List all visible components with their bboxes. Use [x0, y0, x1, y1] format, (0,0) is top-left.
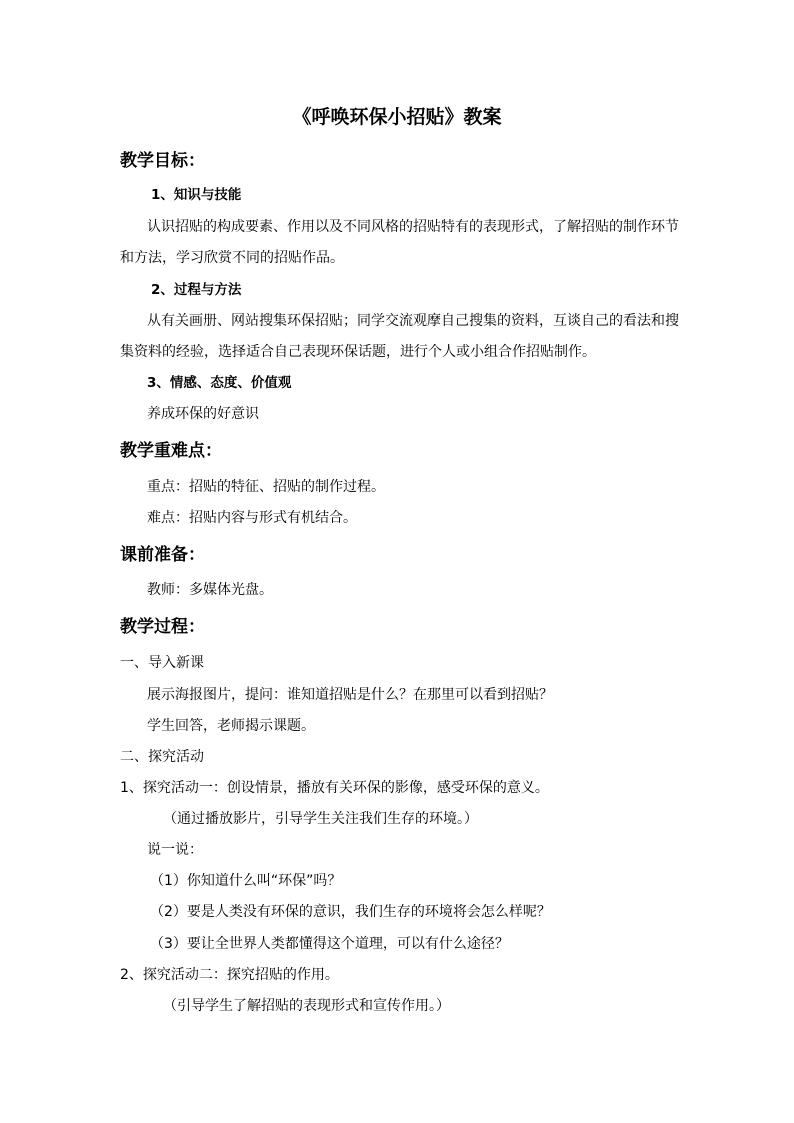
document-title: 《呼唤环保小招贴》教案 — [292, 106, 502, 128]
activity1-question-3: （3）要让全世界人类都懂得这个道理，可以有什么途径？ — [150, 936, 509, 952]
goals-sub1-para-line1: 认识招贴的构成要素、作用以及不同风格的招贴特有的表现形式，了解招贴的制作环节 — [147, 219, 679, 235]
goals-sub3-heading: 3、情感、态度、价值观 — [147, 375, 292, 391]
process-part1-heading: 一、导入新课 — [120, 655, 204, 671]
goals-sub1-para-line2: 和方法，学习欣赏不同的招贴作品。 — [120, 250, 344, 266]
activity1-question-1: （1）你知道什么叫“环保”吗？ — [150, 873, 342, 889]
goals-sub2-para-line2: 集资料的经验，选择适合自己表现环保话题，进行个人或小组合作招贴制作。 — [120, 344, 596, 360]
activity2-note: （引导学生了解招贴的表现形式和宣传作用。） — [163, 998, 450, 1014]
goals-heading: 教学目标： — [120, 151, 205, 171]
activity2-heading: 2、探究活动二：探究招贴的作用。 — [120, 967, 339, 983]
activity1-note: （通过播放影片，引导学生关注我们生存的环境。） — [163, 811, 478, 827]
goals-sub2-heading: 2、过程与方法 — [151, 282, 242, 298]
process-part1-line1: 展示海报图片，提问：谁知道招贴是什么？在那里可以看到招贴？ — [147, 687, 553, 703]
goals-sub1-heading: 1、知识与技能 — [151, 187, 242, 203]
keypoints-heading: 教学重难点： — [120, 441, 222, 461]
process-part1-line2: 学生回答，老师揭示课题。 — [147, 718, 315, 734]
preparation-heading: 课前准备： — [120, 545, 205, 565]
process-heading: 教学过程： — [120, 617, 205, 637]
goals-sub3-para-line1: 养成环保的好意识 — [147, 406, 259, 422]
activity1-say: 说一说： — [147, 842, 203, 858]
preparation-teacher: 教师：多媒体光盘。 — [147, 582, 273, 598]
activity1-heading: 1、探究活动一：创设情景，播放有关环保的影像，感受环保的意义。 — [120, 780, 549, 796]
goals-sub2-para-line1: 从有关画册、网站搜集环保招贴；同学交流观摩自己搜集的资料，互谈自己的看法和搜 — [147, 313, 679, 329]
activity1-question-2: （2）要是人类没有环保的意识，我们生存的环境将会怎么样呢？ — [150, 904, 551, 920]
keypoints-focus: 重点：招贴的特征、招贴的制作过程。 — [147, 479, 385, 495]
keypoints-difficulty: 难点：招贴内容与形式有机结合。 — [147, 510, 357, 526]
process-part2-heading: 二、探究活动 — [120, 749, 204, 765]
